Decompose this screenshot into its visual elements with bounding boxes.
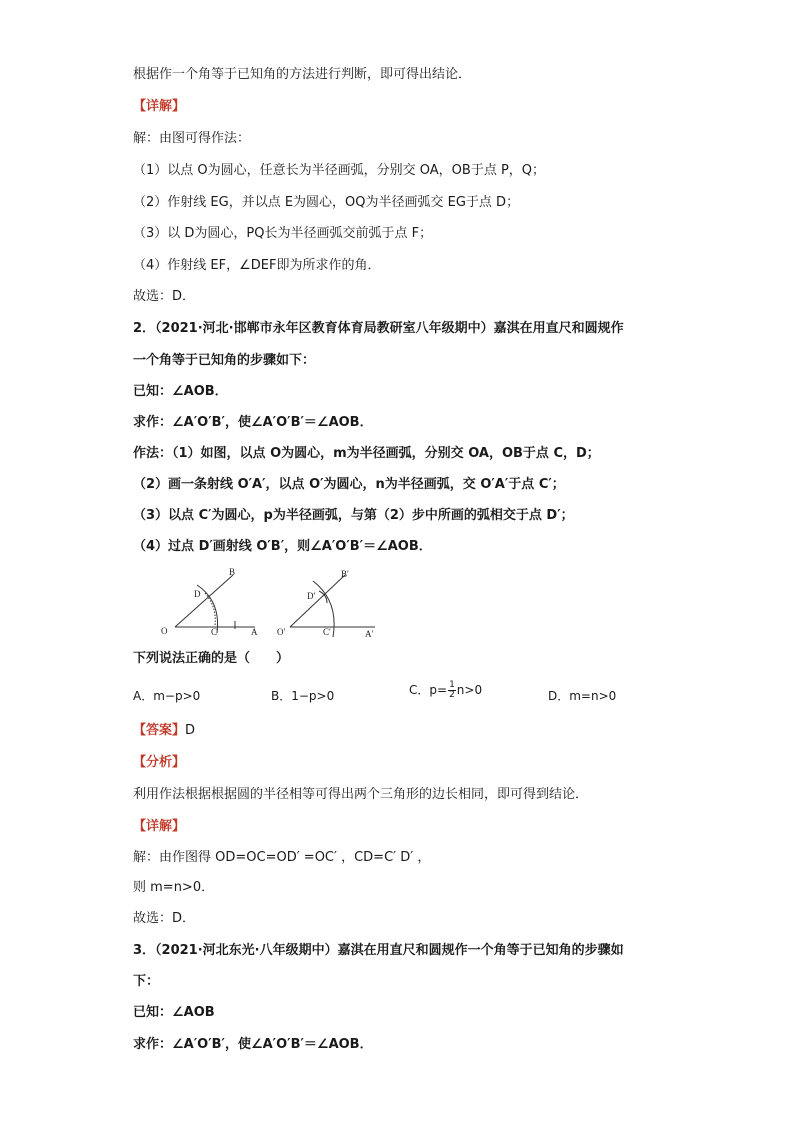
question-2-stem: 2．（2021·河北·邯郸市永年区教育体育局教研室八年级期中）嘉淇在用直尺和圆规作 <box>133 321 624 336</box>
option-b[interactable]: B．1−p>0 <box>271 689 335 703</box>
label-b: B <box>229 567 236 577</box>
option-d[interactable]: D．m=n>0 <box>548 689 617 703</box>
label-d: D <box>194 589 201 599</box>
question-3-construct: 求作：∠A′O′B′，使∠A′O′B′＝∠AOB． <box>133 1037 373 1052</box>
ray-ob <box>175 575 233 627</box>
option-c[interactable] <box>409 681 482 700</box>
label-a-prime: A′ <box>365 629 374 639</box>
option-a[interactable]: A．m−p>0 <box>133 689 201 703</box>
section-tag-detail: 【详解】 <box>133 99 186 114</box>
question-2-step: （3）以点 C′为圆心，p为半径画弧，与第（2）步中所画的弧相交于点 D′； <box>133 508 574 523</box>
answer-options <box>133 680 693 707</box>
option-c-prefix: C．p= <box>409 683 448 697</box>
question-3-stem: 3．（2021·河北东光·八年级期中）嘉淇在用直尺和圆规作一个角等于已知角的步骤如 <box>133 943 624 958</box>
label-c-prime: C′ <box>323 627 331 637</box>
text-line: 则 m=n>0． <box>133 880 215 895</box>
answer-line <box>133 722 195 740</box>
question-3-stem: 下： <box>133 974 160 989</box>
option-c-fraction: $\frac{1}{2}$ <box>449 680 455 700</box>
label-o: O <box>161 626 168 636</box>
label-o-prime: O′ <box>277 627 286 637</box>
section-tag-analysis: 【分析】 <box>133 755 186 770</box>
label-a: A <box>251 627 258 637</box>
option-c-suffix: n>0 <box>456 683 483 697</box>
answer-value: D <box>185 723 196 738</box>
label-b-prime: B′ <box>341 569 349 579</box>
text-line: （4）作射线 EF，∠DEF即为所求作的角． <box>133 258 381 273</box>
question-2-step: （2）画一条射线 O′A′，以点 O′为圆心，n为半径画弧，交 O′A′于点 C′； <box>133 477 565 492</box>
question-3-given: 已知：∠AOB <box>133 1005 215 1020</box>
question-2-construct: 求作：∠A′O′B′，使∠A′O′B′＝∠AOB． <box>133 415 373 430</box>
section-tag-detail: 【详解】 <box>133 819 186 834</box>
construction-figure <box>155 567 395 643</box>
figure-left <box>175 575 255 633</box>
text-line: 解：由图可得作法： <box>133 131 251 146</box>
text-line: （2）作射线 EG，并以点 E为圆心，OQ为半径画弧交 EG于点 D； <box>133 195 520 210</box>
question-2-stem: 一个角等于已知角的步骤如下： <box>133 353 316 368</box>
question-2-step: 作法：（1）如图，以点 O为圆心，m为半径画弧，分别交 OA，OB于点 C，D； <box>133 446 600 461</box>
question-2-given: 已知：∠AOB． <box>133 384 228 399</box>
question-2-prompt: 下列说法正确的是（ ） <box>133 651 290 666</box>
text-line: 故选：D． <box>133 911 196 926</box>
text-line: （3）以 D为圆心，PQ长为半径画弧交前弧于点 F； <box>133 226 433 241</box>
analysis-text: 利用作法根据根据圆的半径相等可得出两个三角形的边长相同，即可得到结论． <box>133 787 589 802</box>
text-line: 根据作一个角等于已知角的方法进行判断，即可得出结论． <box>133 67 472 82</box>
label-c: C <box>211 627 218 637</box>
question-2-step: （4）过点 D′画射线 O′B′，则∠A′O′B′＝∠AOB． <box>133 539 432 554</box>
section-tag-answer: 【答案】 <box>133 723 186 738</box>
figure-right <box>290 575 375 637</box>
text-line: 故选：D． <box>133 289 196 304</box>
ray-o-prime-b-prime <box>290 575 345 627</box>
text-line: 解：由作图得 OD=OC=OD′ =OC′ ，CD=C′ D′ ， <box>133 850 431 865</box>
label-d-prime: D′ <box>307 591 316 601</box>
text-line: （1）以点 O为圆心，任意长为半径画弧，分别交 OA，OB于点 P，Q； <box>133 163 546 178</box>
